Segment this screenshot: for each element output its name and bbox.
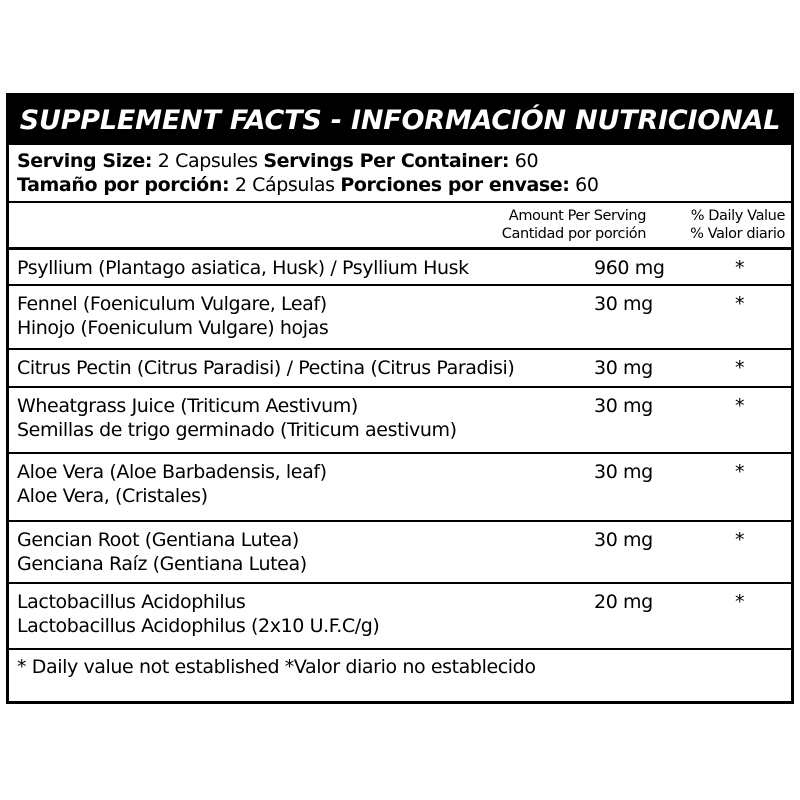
ingredient-name bbox=[17, 292, 328, 340]
ingredient-amount: 30 mg bbox=[594, 529, 653, 551]
footnote-row bbox=[9, 650, 791, 687]
ingredient-daily-value: * bbox=[735, 529, 745, 551]
amount-per-serving-header bbox=[502, 207, 646, 243]
ingredient-name bbox=[17, 528, 307, 576]
porciones-envase-value: 60 bbox=[575, 174, 599, 196]
ingredient-row bbox=[9, 454, 791, 522]
dv-header-en: % Daily Value bbox=[690, 208, 785, 224]
serving-size-label: Serving Size: bbox=[17, 150, 153, 172]
serving-size-value: 2 Capsules bbox=[157, 150, 258, 172]
amount-header-es: Cantidad por porción bbox=[501, 226, 646, 242]
serving-line-english bbox=[17, 149, 791, 173]
ingredient-row bbox=[9, 250, 791, 286]
ingredient-name-line1: Lactobacillus Acidophilus bbox=[17, 591, 246, 613]
ingredient-name-line1: Aloe Vera (Aloe Barbadensis, leaf) bbox=[17, 461, 327, 483]
ingredient-name bbox=[17, 460, 327, 508]
ingredient-row bbox=[9, 350, 791, 388]
serving-info bbox=[9, 145, 791, 203]
ingredient-name-line2: Hinojo (Foeniculum Vulgare) hojas bbox=[17, 317, 329, 339]
ingredient-amount: 30 mg bbox=[594, 461, 653, 483]
ingredient-name bbox=[17, 256, 469, 280]
ingredient-daily-value: * bbox=[735, 395, 745, 417]
ingredient-daily-value: * bbox=[735, 257, 745, 279]
daily-value-header bbox=[690, 207, 785, 243]
ingredient-row bbox=[9, 388, 791, 454]
ingredient-row bbox=[9, 584, 791, 650]
ingredient-name-line2: Genciana Raíz (Gentiana Lutea) bbox=[17, 553, 307, 575]
ingredient-name-line2: Aloe Vera, (Cristales) bbox=[17, 485, 208, 507]
panel-title: SUPPLEMENT FACTS - INFORMACIÓN NUTRICIONAL bbox=[9, 96, 791, 145]
ingredient-amount: 960 mg bbox=[594, 257, 665, 279]
tamano-porcion-label: Tamaño por porción: bbox=[17, 174, 230, 196]
ingredient-daily-value: * bbox=[735, 461, 745, 483]
column-headers bbox=[9, 203, 791, 250]
ingredient-amount: 30 mg bbox=[594, 293, 653, 315]
supplement-facts-panel bbox=[6, 93, 794, 704]
ingredient-name-line1: Fennel (Foeniculum Vulgare, Leaf) bbox=[17, 293, 327, 315]
serving-line-spanish bbox=[17, 173, 791, 197]
ingredient-amount: 20 mg bbox=[594, 591, 653, 613]
ingredient-row bbox=[9, 522, 791, 584]
ingredient-amount: 30 mg bbox=[594, 395, 653, 417]
ingredient-amount: 30 mg bbox=[594, 357, 653, 379]
servings-per-container-value: 60 bbox=[514, 150, 539, 172]
ingredient-name-line1: Psyllium (Plantago asiatica, Husk) / Psyllium Husk bbox=[17, 257, 469, 279]
amount-header-en: Amount Per Serving bbox=[508, 208, 646, 224]
ingredient-daily-value: * bbox=[735, 591, 745, 613]
ingredient-name-line1: Gencian Root (Gentiana Lutea) bbox=[17, 529, 299, 551]
tamano-porcion-value: 2 Cápsulas bbox=[234, 174, 335, 196]
ingredient-name-line2: Semillas de trigo germinado (Triticum aestivum) bbox=[17, 419, 457, 441]
ingredient-name bbox=[17, 590, 379, 638]
dv-header-es: % Valor diario bbox=[690, 226, 785, 242]
ingredient-name-line2: Lactobacillus Acidophilus (2x10 U.F.C/g) bbox=[17, 615, 380, 637]
footnote-text: * Daily value not established *Valor diario no establecido bbox=[17, 656, 536, 678]
ingredient-name bbox=[17, 356, 514, 380]
ingredient-name bbox=[17, 394, 457, 442]
ingredient-daily-value: * bbox=[735, 293, 745, 315]
ingredient-name-line1: Citrus Pectin (Citrus Paradisi) / Pectina (Citrus Paradisi) bbox=[17, 357, 515, 379]
ingredient-row bbox=[9, 286, 791, 350]
ingredient-name-line1: Wheatgrass Juice (Triticum Aestivum) bbox=[17, 395, 358, 417]
porciones-envase-label: Porciones por envase: bbox=[340, 174, 570, 196]
ingredient-daily-value: * bbox=[735, 357, 745, 379]
servings-per-container-label: Servings Per Container: bbox=[263, 150, 510, 172]
